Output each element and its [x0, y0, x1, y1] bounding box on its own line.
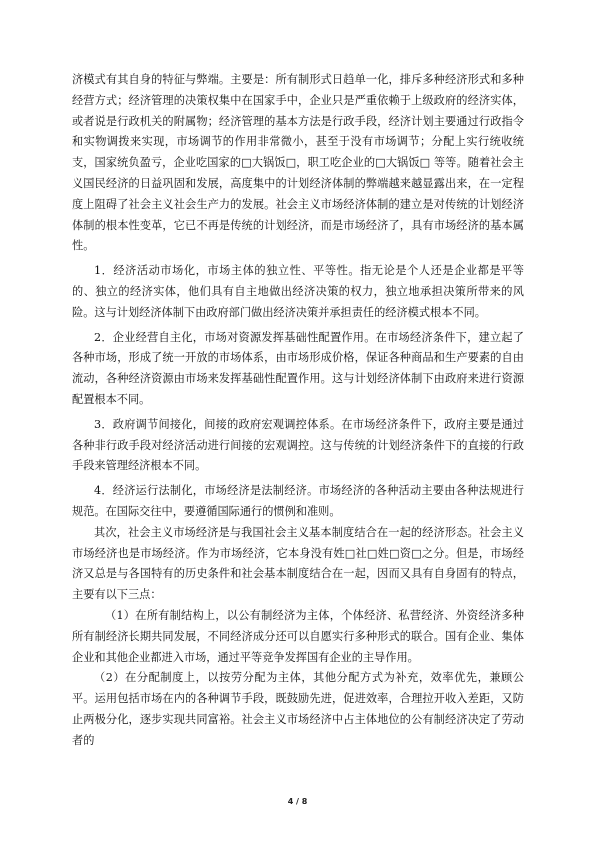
paragraph-point-2: 2．企业经营自主化，市场对资源发挥基础性配置作用。在市场经济条件下，建立起了各种市场，形成了统一开放的市场体系，由市场形成价格，保证各种商品和生产要素的自由流动，各种经济资源由市场来发挥基础性配置作用。这与计划经济体制下由政府来进行资源配置根本不同。: [72, 330, 524, 406]
page-number: 4 / 8: [287, 797, 308, 806]
paragraph-item-1: （1）在所有制结构上，以公有制经济为主体，个体经济、私营经济、外资经济多种所有制经济长期共同发展，不同经济成分还可以自愿实行多种形式的联合。国有企业、集体企业和其他企业都进入市场，通过平等竞争发挥国有企业的主导作用。: [72, 608, 524, 664]
document-body: [72, 70, 524, 752]
paragraph-item-2: （2）在分配制度上，以按劳分配为主体，其他分配方式为补充，效率优先，兼顾公平。运用包括市场在内的各种调节手段，既鼓励先进，促进效率，合理拉开收入差距，又防止两极分化，逐步实现共同富裕。社会主义市场经济中占主体地位的公有制经济决定了劳动者的: [72, 671, 524, 747]
paragraph-continuation: 济模式有其自身的特征与弊端。主要是：所有制形式日趋单一化，排斥多种经济形式和多种经营方式；经济管理的决策权集中在国家手中，企业只是严重依赖于上级政府的经济实体，或者说是行政机关的附属物；经济管理的基本方法是行政手段，经济计划主要通过行政指令和实物调拨来实现，市场调节的作用非常微小，甚至于没有市场调节；分配上实行统收统支，国家统负盈亏，企业吃国家的□大锅饭□，职工吃企业的□大锅饭□ 等等。随着社会主义国民经济的日益巩固和发展，高度集中的计划经济体制的弊端越来越显露出来，在一定程度上阻碍了社会主义社会生产力的发展。社会主义市场经济体制的建立是对传统的计划经济体制的根本性变革，它已不再是传统的计划经济，而是市场经济了，具有市场经济的基本属性。: [72, 73, 524, 253]
paragraph-point-4: 4．经济运行法制化，市场经济是法制经济。市场经济的各种活动主要由各种法规进行规范。在国际交往中，要遵循国际通行的惯例和准则。: [72, 484, 524, 518]
paragraph-point-1: 1．经济活动市场化，市场主体的独立性、平等性。指无论是个人还是企业都是平等的、独立的经济实体，他们具有自主地做出经济决策的权力，独立地承担决策所带来的风险。这与计划经济体制下由政府部门做出经济决策并承担责任的经济模式根本不同。: [72, 264, 524, 319]
paragraph-second: 其次，社会主义市场经济是与我国社会主义基本制度结合在一起的经济形态。社会主义市场经济也是市场经济。作为市场经济，它本身没有姓□社□姓□资□之分。但是，市场经济又总是与各国特有的历史条件和社会基本制度结合在一起，因而又具有自身固有的特点，主要有以下三点：: [72, 525, 524, 602]
paragraph-point-3: 3．政府调节间接化，间接的政府宏观调控体系。在市场经济条件下，政府主要是通过各种非行政手段对经济活动进行间接的宏观调控。这与传统的计划经济条件下的直接的行政手段来管理经济根本不同。: [72, 417, 524, 473]
